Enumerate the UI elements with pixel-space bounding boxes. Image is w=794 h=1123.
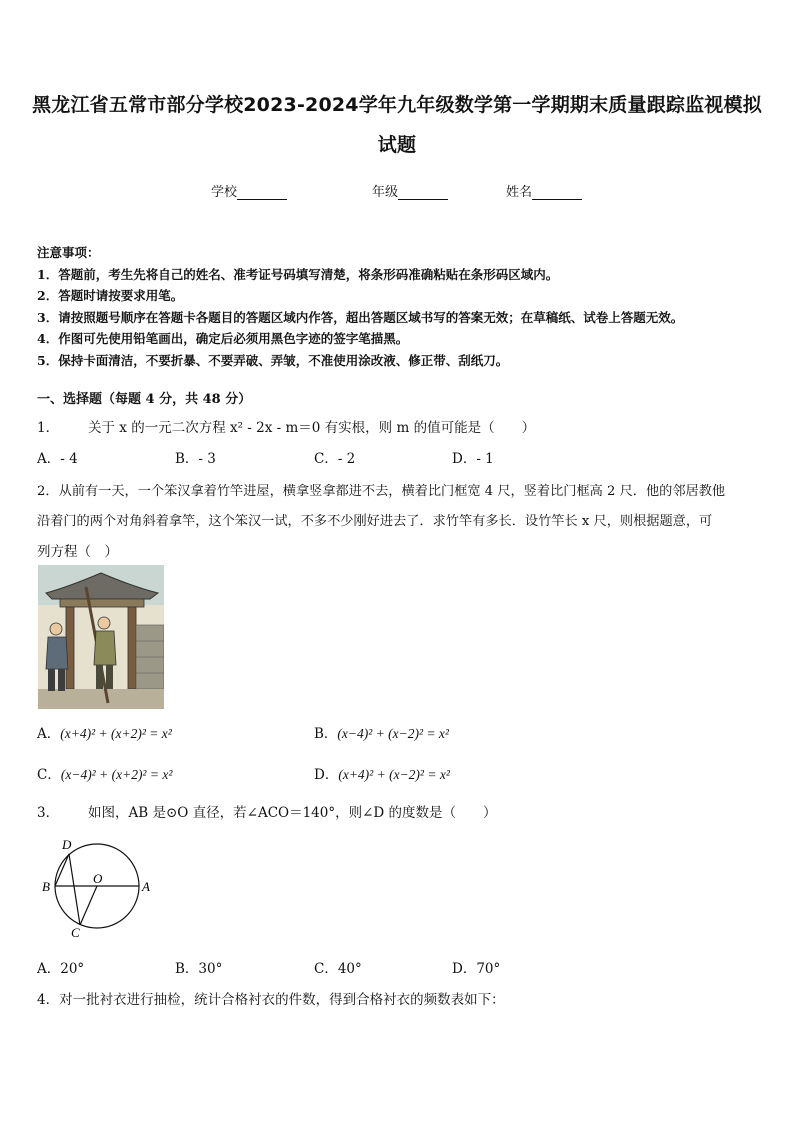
q3-option-b[interactable]: B．30° — [175, 961, 223, 977]
page-title-line2: 试题 — [377, 134, 417, 156]
q2-option-d-formula: (x+4)² + (x−2)² = x² — [338, 767, 450, 782]
q3-circle-figure — [38, 833, 156, 939]
circle-diagram — [38, 833, 156, 939]
q4-text: 4．对一批衬衣进行抽检，统计合格衬衣的件数，得到合格衬衣的频数表如下： — [37, 992, 505, 1008]
q2-option-d[interactable] — [314, 763, 450, 783]
q3-text: 如图，AB 是⊙O 直径，若∠ACO＝140°，则∠D 的度数是（ ） — [88, 805, 497, 821]
q2-text-line2: 沿着门的两个对角斜着拿竿，这个笨汉一试，不多不少刚好进去了．求竹竿有多长．设竹竿长 x 尺，则根据题意，可 — [37, 514, 713, 529]
name-blank[interactable] — [532, 185, 582, 200]
q3-number: 3． — [37, 805, 60, 821]
segment-dc — [69, 854, 80, 925]
label-d: D — [62, 837, 72, 852]
label-c: C — [71, 925, 80, 939]
notes-item: 4．作图可先使用铅笔画出，确定后必须用黑色字迹的签字笔描黑。 — [37, 331, 409, 346]
school-label: 学校 — [211, 185, 238, 200]
q2-option-a-formula: (x+4)² + (x+2)² = x² — [60, 726, 172, 741]
q3-option-a[interactable]: A．20° — [37, 961, 85, 977]
q1-text: 关于 x 的一元二次方程 x² - 2x - m＝0 有实根，则 m 的值可能是（ ） — [88, 420, 536, 436]
label-o: O — [93, 871, 103, 886]
grade-field[interactable] — [372, 181, 448, 200]
gate-illustration-image — [38, 565, 164, 709]
segment-db — [55, 854, 69, 886]
q3-option-c[interactable]: C．40° — [314, 961, 362, 977]
q2-illustration — [38, 565, 164, 709]
grade-label: 年级 — [372, 185, 399, 200]
q2-option-a[interactable] — [37, 722, 172, 742]
q3-option-d[interactable]: D．70° — [452, 961, 501, 977]
q2-text-line1: 2．从前有一天，一个笨汉拿着竹竿进屋，横拿竖拿都进不去，横着比门框宽 4 尺，竖着比门框高 2 尺．他的邻居教他 — [37, 484, 726, 499]
q1-option-c[interactable]: C．- 2 — [314, 451, 356, 467]
q2-option-b[interactable] — [314, 722, 449, 742]
school-blank[interactable] — [237, 185, 287, 200]
q2-option-c[interactable] — [37, 763, 172, 783]
q1-option-d[interactable]: D．- 1 — [452, 451, 494, 467]
q2-option-a-label: A． — [37, 726, 61, 742]
q2-option-b-label: B． — [314, 726, 338, 742]
notes-item: 5．保持卡面清洁，不要折暴、不要弄破、弄皱，不准使用涂改液、修正带、刮纸刀。 — [37, 352, 509, 368]
q1-number: 1． — [37, 420, 60, 436]
notes-block — [37, 242, 767, 371]
q1-option-a[interactable]: A．- 4 — [37, 451, 78, 467]
q1-option-b[interactable]: B．- 3 — [175, 451, 216, 467]
notes-item: 2．答题时请按要求用笔。 — [37, 288, 184, 303]
label-a: A — [142, 879, 150, 894]
q2-option-b-formula: (x−4)² + (x−2)² = x² — [337, 726, 449, 741]
section-heading: 一、选择题（每题 4 分，共 48 分） — [37, 392, 252, 407]
school-field[interactable] — [211, 181, 287, 200]
page-title: 黑龙江省五常市部分学校2023-2024学年九年级数学第一学期期末质量跟踪监视模拟 — [32, 94, 762, 116]
label-b: B — [42, 879, 50, 894]
q2-option-c-formula: (x−4)² + (x+2)² = x² — [60, 767, 173, 782]
grade-blank[interactable] — [398, 185, 448, 200]
name-label: 姓名 — [506, 185, 533, 200]
q2-option-c-label: C． — [37, 767, 61, 783]
notes-heading: 注意事项： — [37, 245, 100, 260]
q2-option-d-label: D． — [314, 767, 339, 783]
q2-text-line3: 列方程（ ） — [37, 544, 118, 560]
notes-item: 3．请按照题号顺序在答题卡各题目的答题区域内作答，超出答题区域书写的答案无效；在草稿纸、试卷上答题无效。 — [37, 309, 684, 325]
name-field[interactable] — [506, 181, 582, 200]
notes-item: 1．答题前，考生先将自己的姓名、准考证号码填写清楚，将条形码准确粘贴在条形码区域内。 — [37, 266, 559, 282]
segment-co — [80, 886, 97, 925]
